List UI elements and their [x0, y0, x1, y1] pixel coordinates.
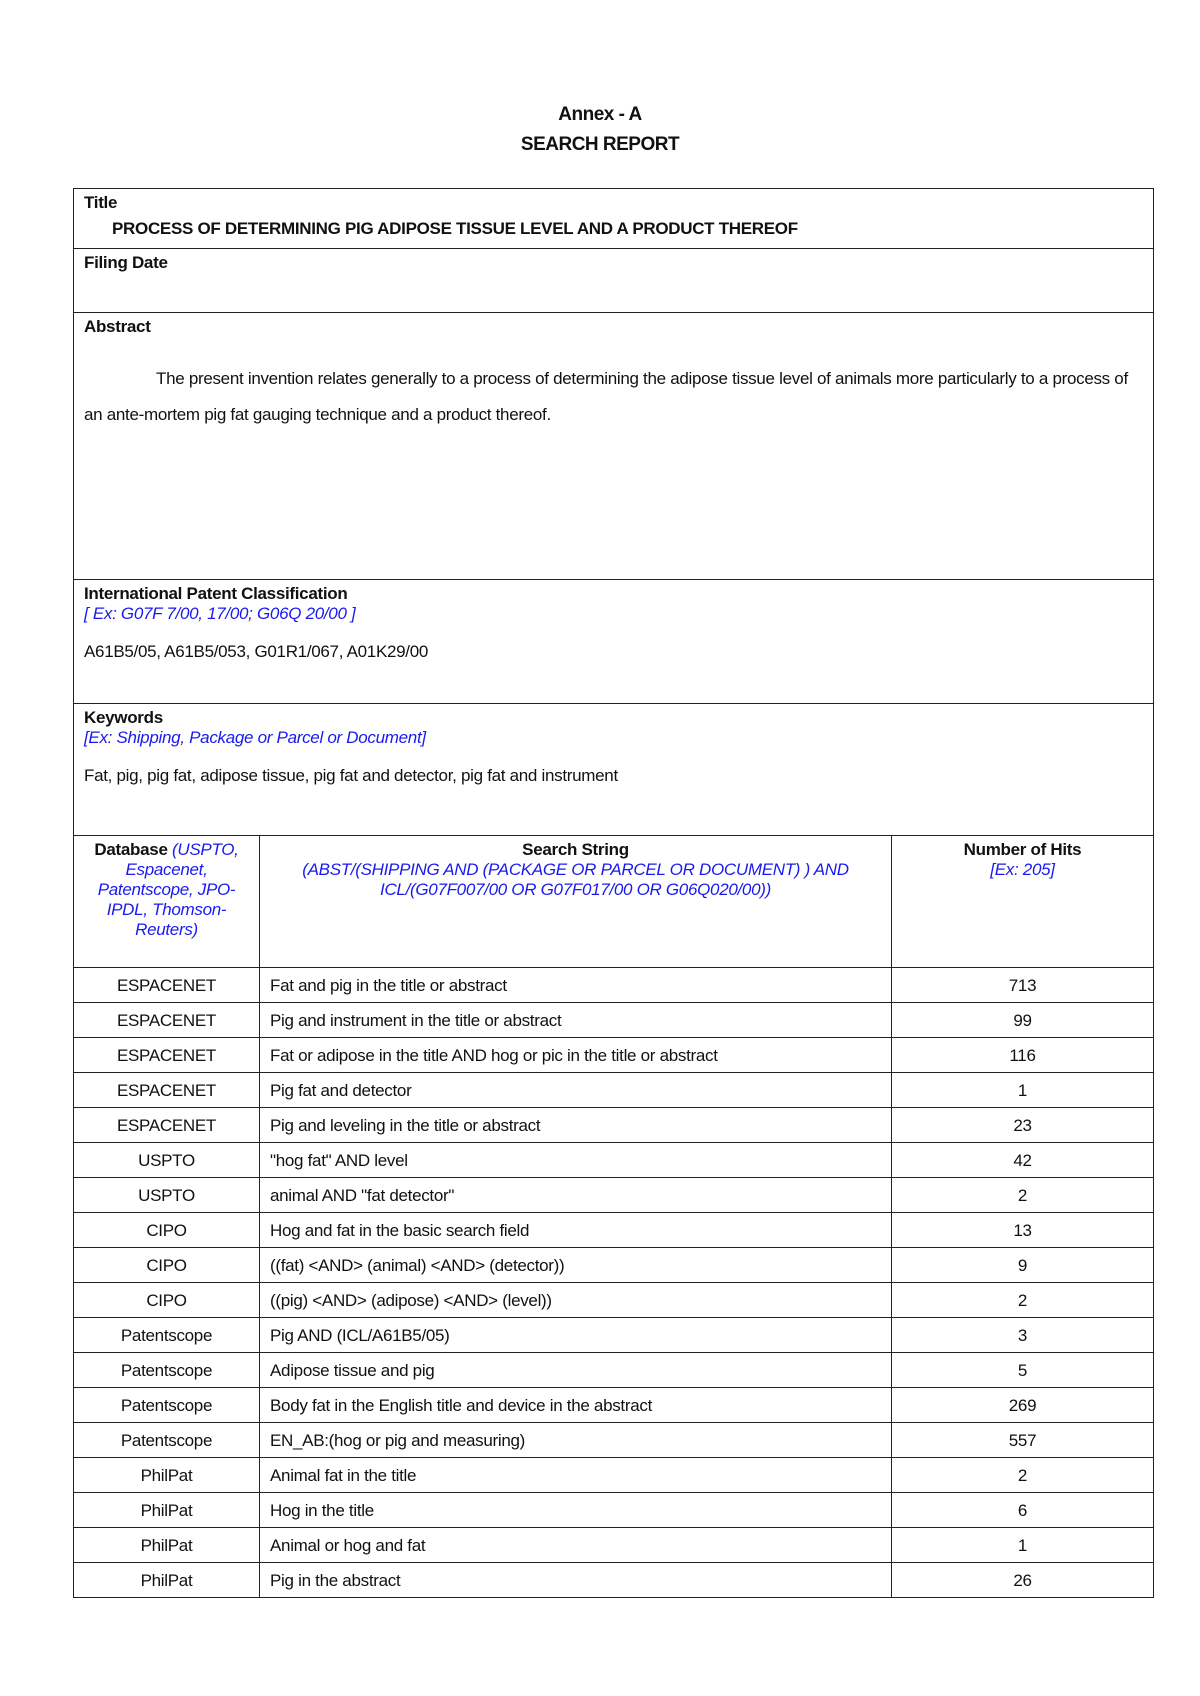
hits-cell: 13: [892, 1213, 1154, 1248]
title-label: Title: [84, 193, 118, 212]
table-row: [74, 1388, 1154, 1423]
filing-cell: [74, 249, 1154, 313]
abstract-cell: [74, 313, 1154, 580]
table-row: [74, 1108, 1154, 1143]
db-header-label: Database: [94, 840, 168, 859]
search-string-cell: ((pig) <AND> (adipose) <AND> (level)): [260, 1283, 892, 1318]
search-string-cell: Fat or adipose in the title AND hog or pic in the title or abstract: [260, 1038, 892, 1073]
search-string-cell: Pig fat and detector: [260, 1073, 892, 1108]
table-row: [74, 1563, 1154, 1598]
table-row: [74, 1528, 1154, 1563]
hits-cell: 1: [892, 1528, 1154, 1563]
ipc-example: [ Ex: G07F 7/00, 17/00; G06Q 20/00 ]: [84, 604, 356, 623]
hits-cell: 26: [892, 1563, 1154, 1598]
annex-heading: Annex - A: [558, 104, 642, 125]
search-string-cell: Body fat in the English title and device in the abstract: [260, 1388, 892, 1423]
search-string-cell: Pig in the abstract: [260, 1563, 892, 1598]
filing-label: Filing Date: [84, 253, 168, 272]
report-heading: SEARCH REPORT: [520, 134, 680, 155]
search-string-cell: ((fat) <AND> (animal) <AND> (detector)): [260, 1248, 892, 1283]
table-row: [74, 1248, 1154, 1283]
table-row: [74, 1003, 1154, 1038]
table-row: [74, 968, 1154, 1003]
database-cell: Patentscope: [74, 1318, 260, 1353]
search-string-cell: Fat and pig in the title or abstract: [260, 968, 892, 1003]
db-header-example: (USPTO, Espacenet, Patentscope, JPO-IPDL, Thomson-Reuters): [97, 840, 239, 939]
search-string-cell: "hog fat" AND level: [260, 1143, 892, 1178]
search-string-cell: EN_AB:(hog or pig and measuring): [260, 1423, 892, 1458]
search-string-cell: Hog in the title: [260, 1493, 892, 1528]
search-header-example: (ABST/(SHIPPING AND (PACKAGE OR PARCEL OR DOCUMENT) ) AND ICL/(G07F007/00 OR G07F017/00 OR G06Q020/00)): [302, 860, 849, 899]
hits-cell: 1: [892, 1073, 1154, 1108]
abstract-label: Abstract: [84, 317, 151, 336]
hits-cell: 99: [892, 1003, 1154, 1038]
table-row: [74, 1178, 1154, 1213]
database-cell: CIPO: [74, 1213, 260, 1248]
database-cell: Patentscope: [74, 1423, 260, 1458]
database-cell: ESPACENET: [74, 1038, 260, 1073]
hits-cell: 557: [892, 1423, 1154, 1458]
search-string-cell: Adipose tissue and pig: [260, 1353, 892, 1388]
table-row: [74, 1493, 1154, 1528]
table-row: [74, 1423, 1154, 1458]
hits-cell: 3: [892, 1318, 1154, 1353]
database-cell: PhilPat: [74, 1493, 260, 1528]
database-cell: USPTO: [74, 1178, 260, 1213]
hits-cell: 5: [892, 1353, 1154, 1388]
search-string-cell: Pig and leveling in the title or abstract: [260, 1108, 892, 1143]
table-row: [74, 1038, 1154, 1073]
title-value: PROCESS OF DETERMINING PIG ADIPOSE TISSUE LEVEL AND A PRODUCT THEREOF: [112, 219, 798, 238]
table-row: [74, 1143, 1154, 1178]
hits-cell: 9: [892, 1248, 1154, 1283]
search-header-label: Search String: [522, 840, 629, 859]
table-row: [74, 1073, 1154, 1108]
database-cell: ESPACENET: [74, 968, 260, 1003]
table-row: [74, 1318, 1154, 1353]
database-cell: USPTO: [74, 1143, 260, 1178]
hits-header-example: [Ex: 205]: [990, 860, 1055, 879]
ipc-cell: [74, 580, 1154, 704]
table-row: [74, 1458, 1154, 1493]
table-row: [74, 1353, 1154, 1388]
ipc-label: International Patent Classification: [84, 584, 348, 603]
hits-header-label: Number of Hits: [963, 840, 1082, 859]
ipc-value: A61B5/05, A61B5/053, G01R1/067, A01K29/00: [84, 642, 429, 661]
database-cell: CIPO: [74, 1248, 260, 1283]
search-string-cell: Pig and instrument in the title or abstract: [260, 1003, 892, 1038]
hits-cell: 2: [892, 1458, 1154, 1493]
table-row: [74, 1283, 1154, 1318]
title-cell: [74, 189, 1154, 249]
abstract-text: The present invention relates generally to a process of determining the adipose tissue level of animals more particularly to a process of an ante-mortem pig fat gauging technique and a product thereof.: [84, 369, 1128, 424]
hits-cell: 269: [892, 1388, 1154, 1423]
db-header: [74, 836, 260, 968]
keywords-value: Fat, pig, pig fat, adipose tissue, pig fat and detector, pig fat and instrument: [84, 766, 618, 785]
database-cell: PhilPat: [74, 1528, 260, 1563]
hits-cell: 713: [892, 968, 1154, 1003]
database-cell: ESPACENET: [74, 1003, 260, 1038]
database-cell: Patentscope: [74, 1353, 260, 1388]
database-cell: CIPO: [74, 1283, 260, 1318]
hits-cell: 2: [892, 1283, 1154, 1318]
hits-cell: 2: [892, 1178, 1154, 1213]
database-cell: Patentscope: [74, 1388, 260, 1423]
hits-cell: 23: [892, 1108, 1154, 1143]
search-string-cell: Hog and fat in the basic search field: [260, 1213, 892, 1248]
database-cell: ESPACENET: [74, 1073, 260, 1108]
database-cell: PhilPat: [74, 1458, 260, 1493]
database-cell: ESPACENET: [74, 1108, 260, 1143]
search-report-table: [73, 188, 1154, 1598]
search-string-cell: Pig AND (ICL/A61B5/05): [260, 1318, 892, 1353]
search-string-cell: Animal fat in the title: [260, 1458, 892, 1493]
keywords-cell: [74, 704, 1154, 836]
hits-cell: 42: [892, 1143, 1154, 1178]
database-cell: PhilPat: [74, 1563, 260, 1598]
search-string-cell: Animal or hog and fat: [260, 1528, 892, 1563]
keywords-label: Keywords: [84, 708, 163, 727]
search-header: [260, 836, 892, 968]
keywords-example: [Ex: Shipping, Package or Parcel or Document]: [84, 728, 426, 747]
table-row: [74, 1213, 1154, 1248]
hits-cell: 116: [892, 1038, 1154, 1073]
hits-cell: 6: [892, 1493, 1154, 1528]
search-string-cell: animal AND "fat detector": [260, 1178, 892, 1213]
hits-header: [892, 836, 1154, 968]
